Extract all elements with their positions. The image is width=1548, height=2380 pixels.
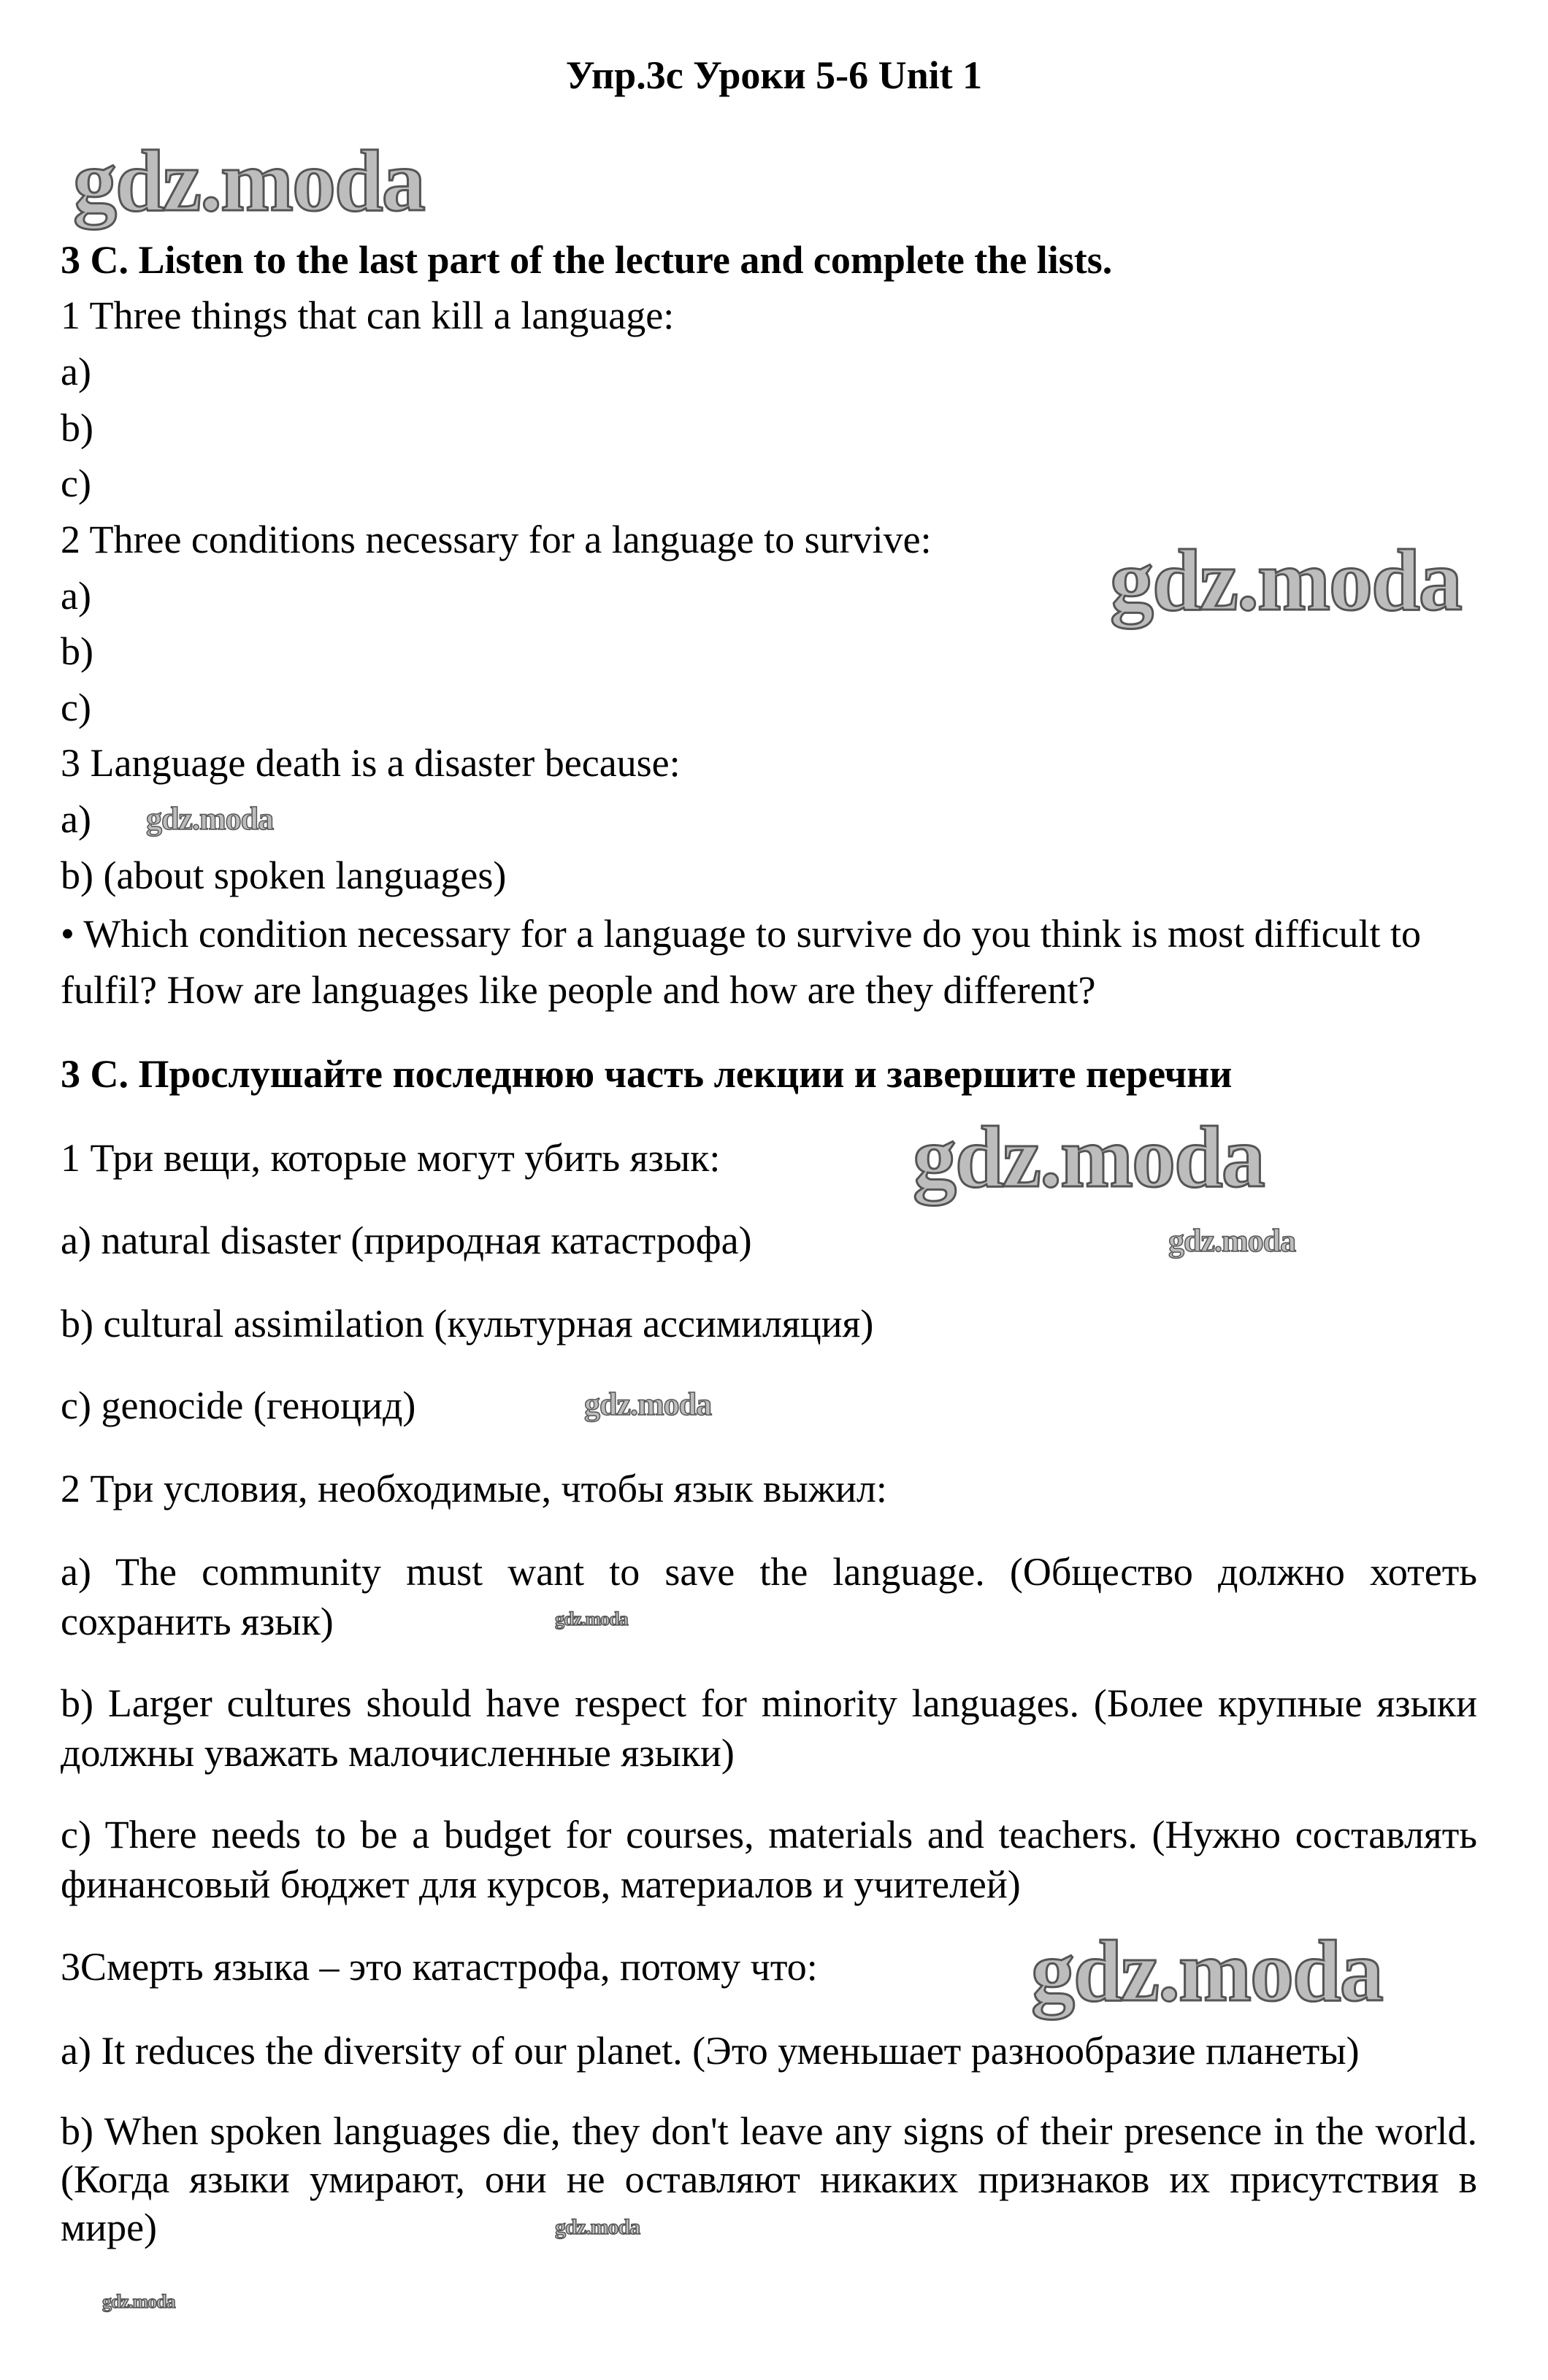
answer-2c: c) There needs to be a budget for courses, materials and teachers. (Нужно составлять финансовый бюджет для курсов, материалов и учителей) [61, 1813, 1477, 1906]
answer-3b: b) When spoken languages die, they don't leave any signs of their presence in the world. (Когда языки умирают, они не оставляют никаких признаков их присутствия в мире) [61, 2109, 1477, 2249]
question-1-ru: 1 Три вещи, которые могут убить язык: [61, 1136, 721, 1180]
question-1-en: 1 Three things that can kill a language: [61, 293, 675, 337]
watermark-logo: gdz.moda [555, 2215, 640, 2239]
q3-item-b: b) (about spoken languages) [61, 853, 507, 897]
question-3-en: 3 Language death is a disaster because: [61, 741, 681, 785]
answer-1a: a) natural disaster (природная катастрофа) [61, 1218, 752, 1262]
q1-item-b: b) [61, 406, 93, 450]
question-2-ru: 2 Три условия, необходимые, чтобы язык выжил: [61, 1467, 887, 1510]
watermark-logo: gdz.moda [1031, 1922, 1382, 2019]
answer-1c: c) genocide (геноцид) [61, 1383, 416, 1427]
q2-item-b: b) [61, 629, 93, 673]
q1-item-c: c) [61, 461, 91, 505]
discussion-question: • Which condition necessary for a language to survive do you think is most difficult to fulfil? How are languages like people and how are they different? [61, 912, 1422, 1012]
q3-item-a: a) [61, 797, 91, 841]
answer-2b: b) Larger cultures should have respect for minority languages. (Более крупные языки должны уважать малочисленные языки) [61, 1681, 1477, 1775]
watermark-logo: gdz.moda [1168, 1223, 1296, 1259]
q2-item-a: a) [61, 574, 91, 618]
question-2-en: 2 Three conditions necessary for a language to survive: [61, 518, 932, 561]
answer-1b: b) cultural assimilation (культурная ассимиляция) [61, 1302, 874, 1346]
q2-item-c: c) [61, 686, 91, 729]
watermark-logo: gdz.moda [555, 1608, 628, 1629]
q1-item-a: a) [61, 350, 91, 394]
watermark-logo: gdz.moda [146, 801, 274, 837]
page-title: Упр.3с Уроки 5-6 Unit 1 [565, 53, 983, 97]
watermark-logo: gdz.moda [913, 1108, 1264, 1205]
watermark-logo: gdz.moda [73, 132, 424, 229]
watermark-logo: gdz.moda [584, 1386, 712, 1422]
exercise-heading-en: 3 C. Listen to the last part of the lecture and complete the lists. [61, 238, 1113, 282]
exercise-heading-ru: 3 C. Прослушайте последнюю часть лекции и завершите перечни [61, 1052, 1233, 1096]
question-3-ru: 3Смерть языка – это катастрофа, потому что: [61, 1945, 818, 1989]
answer-3a: a) It reduces the diversity of our planet. (Это уменьшает разнообразие планеты) [61, 2029, 1360, 2073]
watermark-logo: gdz.moda [1110, 531, 1461, 629]
answer-2a: a) The community must want to save the language. (Общество должно хотеть сохранить язык) [61, 1550, 1477, 1643]
watermark-logo: gdz.moda [102, 2291, 175, 2312]
